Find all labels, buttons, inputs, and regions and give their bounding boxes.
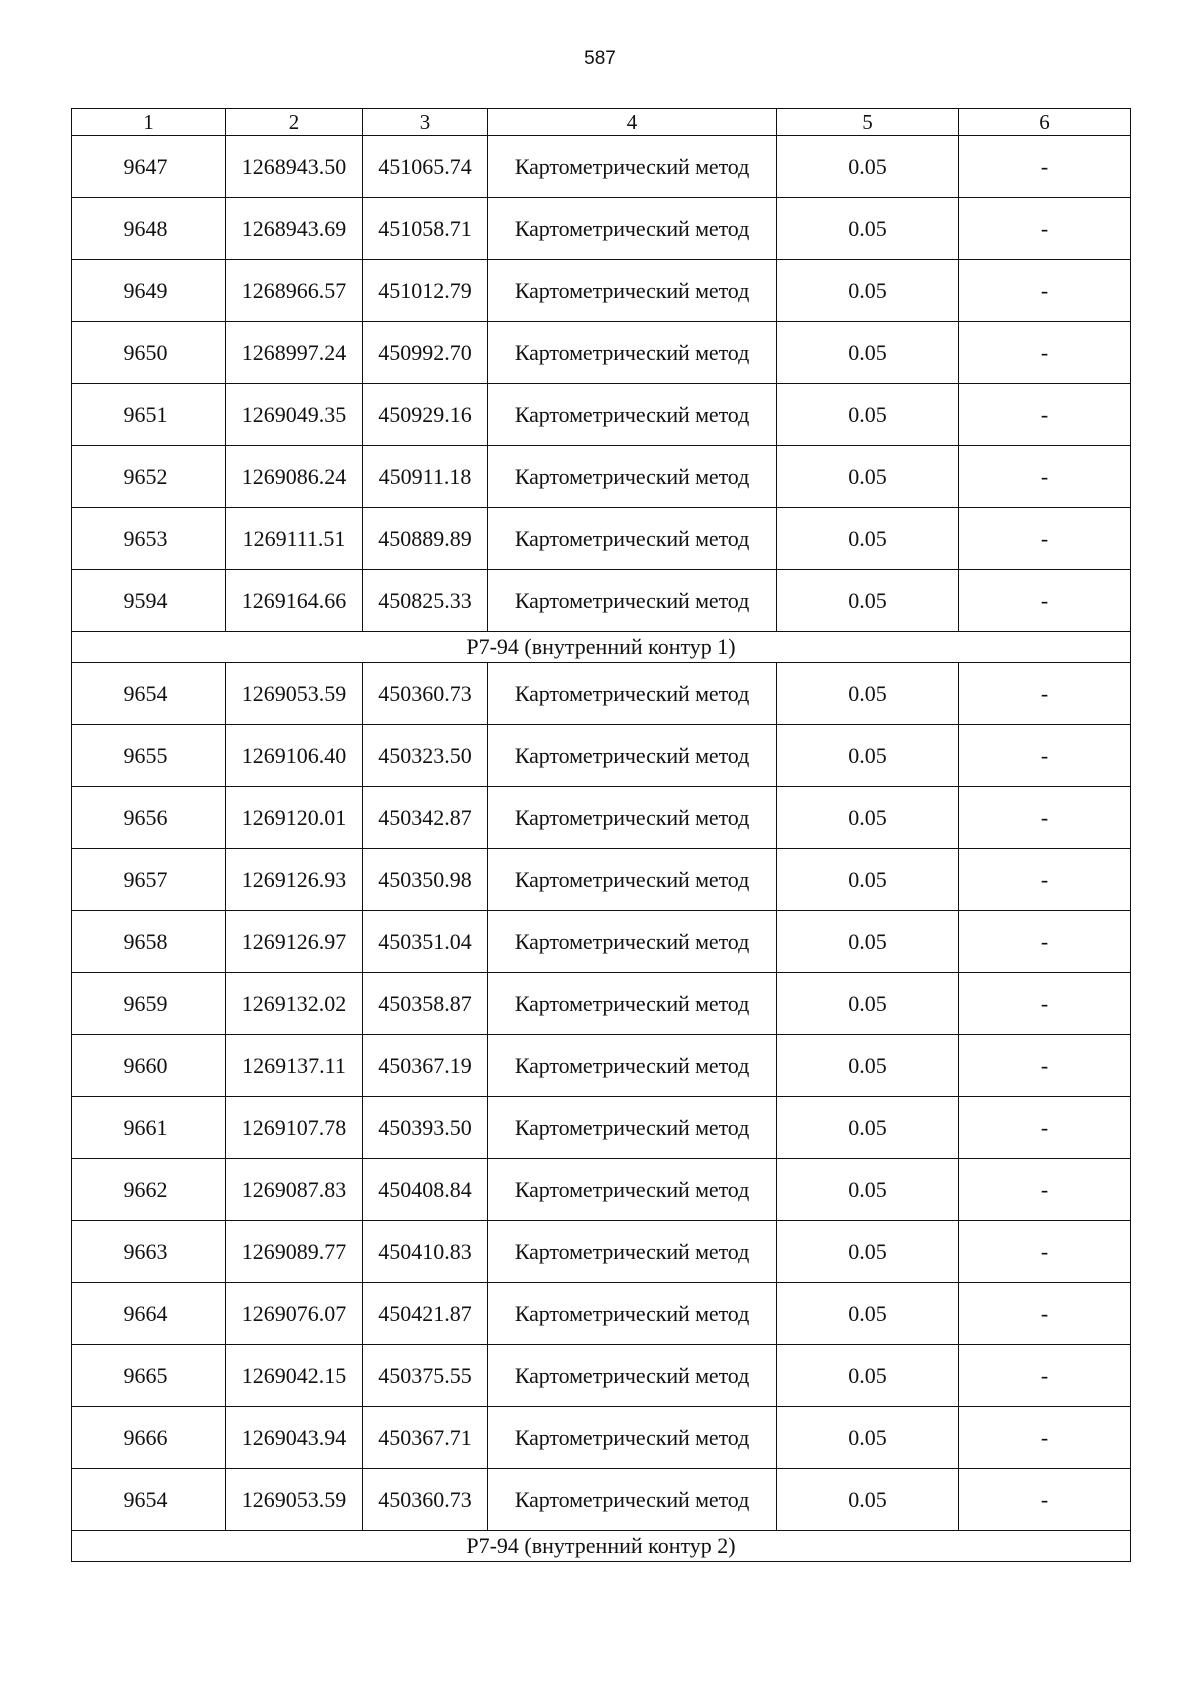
cell-x-coordinate: 1268943.50 (226, 136, 363, 198)
cell-x-coordinate: 1269086.24 (226, 446, 363, 508)
cell-method: Картометрический метод (488, 1345, 777, 1407)
cell-x-coordinate: 1269164.66 (226, 570, 363, 632)
cell-x-coordinate: 1269107.78 (226, 1097, 363, 1159)
cell-method: Картометрический метод (488, 198, 777, 260)
table-row (72, 1221, 1131, 1283)
cell-x-coordinate: 1269126.97 (226, 911, 363, 973)
cell-method: Картометрический метод (488, 260, 777, 322)
cell-method: Картометрический метод (488, 1097, 777, 1159)
cell-accuracy: 0.05 (777, 1221, 959, 1283)
table-row (72, 260, 1131, 322)
cell-note: - (959, 787, 1131, 849)
column-header-6: 6 (959, 109, 1131, 136)
table-body (72, 109, 1131, 1562)
cell-x-coordinate: 1269043.94 (226, 1407, 363, 1469)
cell-point-number: 9654 (72, 663, 226, 725)
cell-x-coordinate: 1269053.59 (226, 1469, 363, 1531)
cell-accuracy: 0.05 (777, 1159, 959, 1221)
cell-note: - (959, 973, 1131, 1035)
cell-accuracy: 0.05 (777, 1469, 959, 1531)
cell-point-number: 9649 (72, 260, 226, 322)
cell-x-coordinate: 1269087.83 (226, 1159, 363, 1221)
cell-y-coordinate: 450367.71 (363, 1407, 488, 1469)
cell-method: Картометрический метод (488, 446, 777, 508)
cell-accuracy: 0.05 (777, 384, 959, 446)
cell-method: Картометрический метод (488, 1469, 777, 1531)
cell-method: Картометрический метод (488, 1035, 777, 1097)
section-row (72, 1531, 1131, 1562)
cell-x-coordinate: 1269106.40 (226, 725, 363, 787)
table-row (72, 1159, 1131, 1221)
cell-point-number: 9647 (72, 136, 226, 198)
cell-note: - (959, 911, 1131, 973)
cell-method: Картометрический метод (488, 663, 777, 725)
cell-note: - (959, 322, 1131, 384)
cell-note: - (959, 725, 1131, 787)
cell-y-coordinate: 450323.50 (363, 725, 488, 787)
cell-x-coordinate: 1268997.24 (226, 322, 363, 384)
column-header-4: 4 (488, 109, 777, 136)
table-row (72, 570, 1131, 632)
cell-y-coordinate: 450889.89 (363, 508, 488, 570)
cell-method: Картометрический метод (488, 1283, 777, 1345)
table-row (72, 1035, 1131, 1097)
cell-y-coordinate: 451012.79 (363, 260, 488, 322)
cell-x-coordinate: 1269137.11 (226, 1035, 363, 1097)
cell-method: Картометрический метод (488, 508, 777, 570)
cell-note: - (959, 1469, 1131, 1531)
table-row (72, 136, 1131, 198)
cell-point-number: 9648 (72, 198, 226, 260)
cell-note: - (959, 1035, 1131, 1097)
table-row (72, 384, 1131, 446)
cell-x-coordinate: 1269042.15 (226, 1345, 363, 1407)
cell-method: Картометрический метод (488, 973, 777, 1035)
cell-y-coordinate: 450367.19 (363, 1035, 488, 1097)
cell-point-number: 9661 (72, 1097, 226, 1159)
column-header-1: 1 (72, 109, 226, 136)
cell-y-coordinate: 450351.04 (363, 911, 488, 973)
cell-x-coordinate: 1269053.59 (226, 663, 363, 725)
cell-note: - (959, 663, 1131, 725)
cell-note: - (959, 1097, 1131, 1159)
header-row (72, 109, 1131, 136)
cell-y-coordinate: 450360.73 (363, 1469, 488, 1531)
table-row (72, 911, 1131, 973)
cell-x-coordinate: 1268966.57 (226, 260, 363, 322)
cell-accuracy: 0.05 (777, 260, 959, 322)
table-row (72, 1469, 1131, 1531)
section-label: Р7-94 (внутренний контур 2) (72, 1531, 1131, 1562)
cell-point-number: 9657 (72, 849, 226, 911)
table-row (72, 446, 1131, 508)
cell-point-number: 9654 (72, 1469, 226, 1531)
cell-note: - (959, 384, 1131, 446)
cell-method: Картометрический метод (488, 911, 777, 973)
cell-accuracy: 0.05 (777, 725, 959, 787)
cell-point-number: 9659 (72, 973, 226, 1035)
table-row (72, 1097, 1131, 1159)
cell-y-coordinate: 450360.73 (363, 663, 488, 725)
cell-accuracy: 0.05 (777, 1345, 959, 1407)
cell-method: Картометрический метод (488, 849, 777, 911)
cell-y-coordinate: 450375.55 (363, 1345, 488, 1407)
table-row (72, 198, 1131, 260)
cell-y-coordinate: 450410.83 (363, 1221, 488, 1283)
cell-method: Картометрический метод (488, 384, 777, 446)
cell-x-coordinate: 1269089.77 (226, 1221, 363, 1283)
cell-method: Картометрический метод (488, 1221, 777, 1283)
table-row (72, 725, 1131, 787)
cell-y-coordinate: 450350.98 (363, 849, 488, 911)
cell-note: - (959, 136, 1131, 198)
cell-x-coordinate: 1269111.51 (226, 508, 363, 570)
table-row (72, 849, 1131, 911)
cell-accuracy: 0.05 (777, 1283, 959, 1345)
column-header-2: 2 (226, 109, 363, 136)
cell-y-coordinate: 451058.71 (363, 198, 488, 260)
cell-x-coordinate: 1269049.35 (226, 384, 363, 446)
cell-x-coordinate: 1269132.02 (226, 973, 363, 1035)
cell-method: Картометрический метод (488, 570, 777, 632)
cell-note: - (959, 508, 1131, 570)
cell-accuracy: 0.05 (777, 973, 959, 1035)
cell-note: - (959, 446, 1131, 508)
cell-y-coordinate: 450911.18 (363, 446, 488, 508)
cell-note: - (959, 1283, 1131, 1345)
table-row (72, 663, 1131, 725)
cell-note: - (959, 1407, 1131, 1469)
cell-y-coordinate: 450342.87 (363, 787, 488, 849)
cell-y-coordinate: 450825.33 (363, 570, 488, 632)
cell-accuracy: 0.05 (777, 1097, 959, 1159)
cell-y-coordinate: 450421.87 (363, 1283, 488, 1345)
page-number: 587 (584, 48, 616, 69)
cell-point-number: 9656 (72, 787, 226, 849)
cell-note: - (959, 1345, 1131, 1407)
cell-point-number: 9655 (72, 725, 226, 787)
cell-point-number: 9653 (72, 508, 226, 570)
table-row (72, 1407, 1131, 1469)
cell-accuracy: 0.05 (777, 663, 959, 725)
cell-y-coordinate: 450358.87 (363, 973, 488, 1035)
cell-accuracy: 0.05 (777, 787, 959, 849)
cell-accuracy: 0.05 (777, 508, 959, 570)
table-row (72, 508, 1131, 570)
cell-note: - (959, 198, 1131, 260)
table-row (72, 1283, 1131, 1345)
cell-point-number: 9660 (72, 1035, 226, 1097)
cell-accuracy: 0.05 (777, 570, 959, 632)
cell-y-coordinate: 450393.50 (363, 1097, 488, 1159)
cell-method: Картометрический метод (488, 1159, 777, 1221)
cell-method: Картометрический метод (488, 1407, 777, 1469)
cell-accuracy: 0.05 (777, 446, 959, 508)
cell-y-coordinate: 451065.74 (363, 136, 488, 198)
cell-method: Картометрический метод (488, 725, 777, 787)
cell-point-number: 9663 (72, 1221, 226, 1283)
cell-point-number: 9665 (72, 1345, 226, 1407)
cell-accuracy: 0.05 (777, 911, 959, 973)
section-label: Р7-94 (внутренний контур 1) (72, 632, 1131, 663)
cell-x-coordinate: 1269120.01 (226, 787, 363, 849)
cell-x-coordinate: 1268943.69 (226, 198, 363, 260)
section-row (72, 632, 1131, 663)
cell-point-number: 9652 (72, 446, 226, 508)
cell-note: - (959, 849, 1131, 911)
cell-note: - (959, 1159, 1131, 1221)
cell-method: Картометрический метод (488, 322, 777, 384)
cell-note: - (959, 570, 1131, 632)
cell-point-number: 9666 (72, 1407, 226, 1469)
cell-x-coordinate: 1269076.07 (226, 1283, 363, 1345)
cell-point-number: 9650 (72, 322, 226, 384)
cell-method: Картометрический метод (488, 787, 777, 849)
cell-y-coordinate: 450929.16 (363, 384, 488, 446)
cell-y-coordinate: 450408.84 (363, 1159, 488, 1221)
cell-note: - (959, 1221, 1131, 1283)
table-row (72, 787, 1131, 849)
coordinates-table (71, 108, 1131, 1562)
column-header-5: 5 (777, 109, 959, 136)
cell-x-coordinate: 1269126.93 (226, 849, 363, 911)
cell-accuracy: 0.05 (777, 136, 959, 198)
cell-accuracy: 0.05 (777, 1407, 959, 1469)
cell-point-number: 9662 (72, 1159, 226, 1221)
table-row (72, 1345, 1131, 1407)
cell-accuracy: 0.05 (777, 198, 959, 260)
cell-accuracy: 0.05 (777, 322, 959, 384)
cell-point-number: 9594 (72, 570, 226, 632)
cell-point-number: 9658 (72, 911, 226, 973)
table-row (72, 322, 1131, 384)
cell-note: - (959, 260, 1131, 322)
cell-accuracy: 0.05 (777, 1035, 959, 1097)
table-row (72, 973, 1131, 1035)
cell-point-number: 9664 (72, 1283, 226, 1345)
cell-method: Картометрический метод (488, 136, 777, 198)
cell-y-coordinate: 450992.70 (363, 322, 488, 384)
cell-point-number: 9651 (72, 384, 226, 446)
column-header-3: 3 (363, 109, 488, 136)
cell-accuracy: 0.05 (777, 849, 959, 911)
